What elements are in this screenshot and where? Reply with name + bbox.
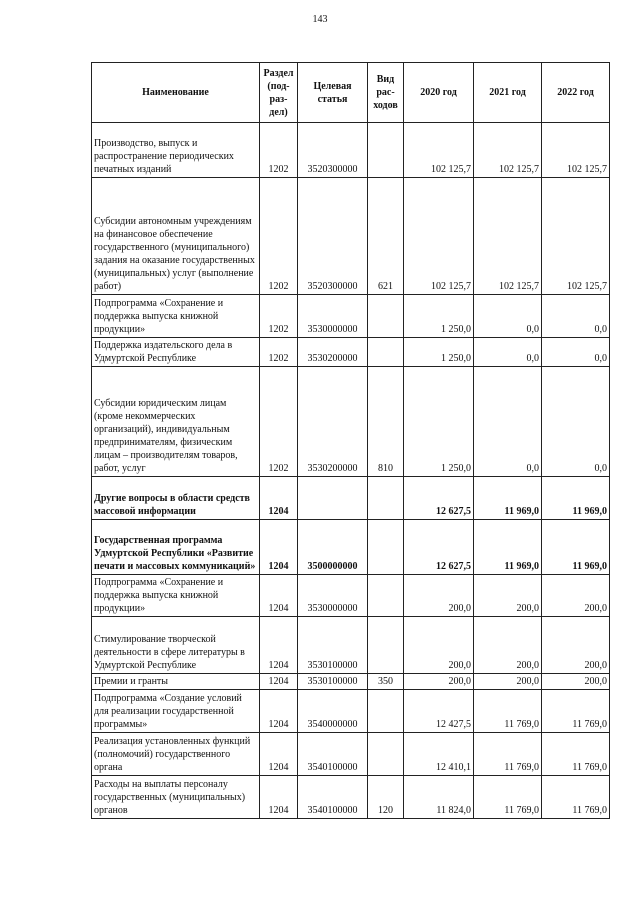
header-row [92,63,610,123]
row-value-2020: 1 250,0 [404,338,474,367]
table-row [92,617,610,674]
header-section-line: Раздел [263,67,294,79]
row-expense [368,338,404,367]
row-value-2020: 12 410,1 [404,733,474,776]
row-value-2020: 200,0 [404,617,474,674]
header-2021: 2021 год [474,63,542,123]
row-value-2021: 0,0 [474,295,542,338]
row-value-2021: 200,0 [474,674,542,690]
row-section: 1204 [260,520,298,575]
row-section: 1204 [260,690,298,733]
table-row [92,123,610,178]
row-expense [368,123,404,178]
row-expense [368,477,404,520]
row-expense: 621 [368,178,404,295]
row-value-2022: 200,0 [542,617,610,674]
row-expense [368,295,404,338]
row-name: Стимулирование творческой деятельности в сфере литературы в Удмуртской Республике [92,617,260,674]
header-2020: 2020 год [404,63,474,123]
row-value-2021: 11 769,0 [474,733,542,776]
row-expense [368,575,404,617]
row-name: Премии и гранты [92,674,260,690]
row-target: 3530200000 [298,338,368,367]
row-name: Субсидии автономным учреждениям на финансовое обеспечение государственного (муниципального) задания на оказание государственных (муниципальных) услуг (выполнение работ) [92,178,260,295]
row-section: 1202 [260,123,298,178]
row-section: 1202 [260,178,298,295]
table-row [92,674,610,690]
table-row [92,295,610,338]
row-value-2020: 12 427,5 [404,690,474,733]
header-target-line: статья [317,93,348,105]
header-section-line: раз- [269,93,288,105]
row-value-2020: 200,0 [404,674,474,690]
row-value-2021: 11 769,0 [474,690,542,733]
row-value-2022: 0,0 [542,367,610,477]
row-name: Подпрограмма «Сохранение и поддержка выпуска книжной продукции» [92,575,260,617]
table-row [92,477,610,520]
row-target: 3540100000 [298,776,368,819]
header-target [298,63,368,123]
row-target: 3530100000 [298,674,368,690]
header-expense-line: Вид [376,74,395,85]
row-value-2021: 102 125,7 [474,178,542,295]
header-name: Наименование [92,63,260,123]
row-value-2020: 12 627,5 [404,520,474,575]
row-value-2020: 102 125,7 [404,123,474,178]
table-row [92,690,610,733]
row-target: 3530000000 [298,295,368,338]
row-value-2022: 200,0 [542,674,610,690]
row-value-2022: 102 125,7 [542,178,610,295]
row-expense [368,520,404,575]
header-expense-line: ходов [373,100,398,111]
row-value-2021: 200,0 [474,575,542,617]
row-value-2022: 102 125,7 [542,123,610,178]
row-section: 1202 [260,338,298,367]
table-row [92,367,610,477]
row-target: 3500000000 [298,520,368,575]
row-value-2022: 200,0 [542,575,610,617]
row-value-2021: 11 969,0 [474,520,542,575]
budget-table-body [92,123,610,819]
row-expense [368,690,404,733]
row-expense: 350 [368,674,404,690]
row-value-2022: 11 969,0 [542,477,610,520]
row-name: Производство, выпуск и распространение периодических печатных изданий [92,123,260,178]
row-target: 3520300000 [298,178,368,295]
row-name: Подпрограмма «Сохранение и поддержка выпуска книжной продукции» [92,295,260,338]
row-name: Подпрограмма «Создание условий для реализации государственной программы» [92,690,260,733]
row-value-2021: 0,0 [474,338,542,367]
row-section: 1204 [260,575,298,617]
table-row [92,338,610,367]
table-row [92,178,610,295]
row-value-2021: 102 125,7 [474,123,542,178]
row-value-2022: 11 769,0 [542,690,610,733]
header-expense [368,63,404,123]
row-expense [368,733,404,776]
header-expense-line: рас- [376,87,395,98]
row-value-2021: 11 769,0 [474,776,542,819]
row-target: 3540000000 [298,690,368,733]
header-target-line: Целевая [313,80,352,92]
row-value-2022: 11 769,0 [542,776,610,819]
row-value-2022: 11 969,0 [542,520,610,575]
row-expense [368,617,404,674]
header-section-line: (под- [267,80,290,92]
header-2022: 2022 год [542,63,610,123]
row-value-2022: 11 769,0 [542,733,610,776]
row-value-2020: 12 627,5 [404,477,474,520]
row-name: Реализация установленных функций (полномочий) государственного органа [92,733,260,776]
row-value-2022: 0,0 [542,295,610,338]
table-row [92,575,610,617]
row-target: 3530100000 [298,617,368,674]
budget-table [91,62,610,819]
row-section: 1204 [260,477,298,520]
row-target [298,477,368,520]
row-section: 1204 [260,674,298,690]
row-value-2020: 1 250,0 [404,295,474,338]
row-value-2020: 200,0 [404,575,474,617]
row-name: Поддержка издательского дела в Удмуртской Республике [92,338,260,367]
row-target: 3530000000 [298,575,368,617]
row-value-2022: 0,0 [542,338,610,367]
row-name: Субсидии юридическим лицам (кроме некоммерческих организаций), индивидуальным предпринимателям, физическим лицам – производителям товаров, работ, услуг [92,367,260,477]
row-value-2021: 11 969,0 [474,477,542,520]
page-number: 143 [312,14,328,25]
row-target: 3530200000 [298,367,368,477]
row-name: Другие вопросы в области средств массовой информации [92,477,260,520]
header-section-line: дел) [269,106,288,118]
row-section: 1204 [260,617,298,674]
row-target: 3520300000 [298,123,368,178]
table-row [92,520,610,575]
row-target: 3540100000 [298,733,368,776]
table-row [92,776,610,819]
row-section: 1204 [260,733,298,776]
row-name: Расходы на выплаты персоналу государственных (муниципальных) органов [92,776,260,819]
row-section: 1202 [260,367,298,477]
row-section: 1202 [260,295,298,338]
row-name: Государственная программа Удмуртской Республики «Развитие печати и массовых коммуникаций» [92,520,260,575]
row-expense: 120 [368,776,404,819]
row-expense: 810 [368,367,404,477]
row-value-2020: 11 824,0 [404,776,474,819]
row-value-2021: 0,0 [474,367,542,477]
header-section [260,63,298,123]
row-section: 1204 [260,776,298,819]
row-value-2020: 102 125,7 [404,178,474,295]
row-value-2021: 200,0 [474,617,542,674]
table-row [92,733,610,776]
row-value-2020: 1 250,0 [404,367,474,477]
